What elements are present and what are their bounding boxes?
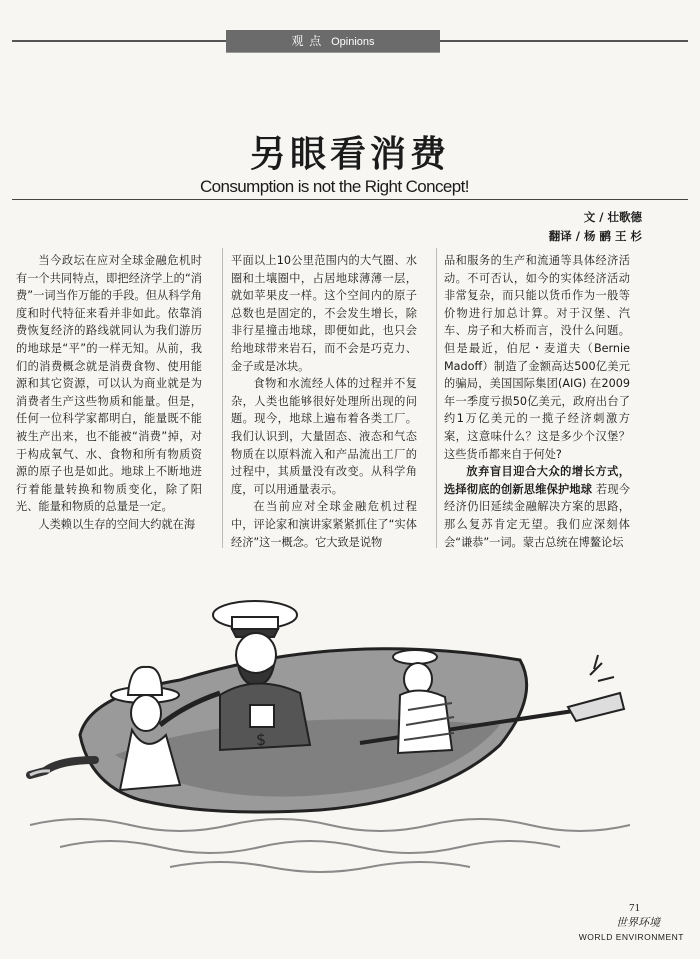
svg-text:$: $ — [256, 730, 267, 749]
title-rule — [12, 199, 688, 200]
col3-paragraph-1: 品和服务的生产和流通等具体经济活动。不可否认，如今的实体经济活动非常复杂，而只能以货币作为一般等价物进行加总计算。对于汉堡、汽车、房子和大桥而言，没什么问题。但是最近，伯尼・麦道夫（Bernie Madoff）制造了金额高达500亿美元的骗局，美国国际集团(AIG) 在2009年一季度亏损50亿美元，政府出台了约1万亿美元的一揽子经济刺激方案，这意味什么？这是多少个汉堡？这些货币都来自于何处? — [444, 254, 630, 461]
column-2 — [231, 252, 417, 551]
col2-paragraph-1: 平面以上10公里范围内的大气圈、水圈和土壤圈中，占居地球薄薄一层，就如苹果皮一样。这个空间内的原子总数也是固定的，不会发生增长，除非行星撞击地球，即便如此，也只会给地球带来岩石，而不会是巧克力、金子或是冰块。 — [231, 254, 417, 373]
section-label-cn: 观 点 — [291, 34, 323, 48]
col2-paragraph-2: 食物和水流经人体的过程并不复杂，人类也能够很好处理所出现的问题。现今，地球上遍布着各类工厂。我们认识到，大量固态、液态和气态物质在以原料流入和产品流出工厂的过程中，其质量没有改变。从科学角度，可以用通量表示。 — [231, 377, 417, 496]
byline — [549, 208, 642, 246]
column-1 — [16, 252, 202, 534]
magazine-logo-cn: 世界环境 — [616, 916, 660, 929]
author-line: 文 / 壮歌德 — [583, 210, 642, 224]
col3-paragraph-2-rest: 若现今经济仍旧延续金融解决方案的思路，那么复苏肯定无望。我们应深刻体会“谦恭”一词。蒙古总统在博鳌论坛 — [444, 482, 630, 549]
water-waves — [30, 819, 630, 872]
section-tab — [226, 30, 440, 52]
magazine-logo-en: WORLD ENVIRONMENT — [578, 932, 684, 942]
col2-paragraph-3: 在当前应对全球金融危机过程中，评论家和演讲家紧紧抓住了“实体经济”这一概念。它大致是说物 — [231, 500, 417, 549]
column-divider — [436, 248, 437, 548]
col1-paragraph-2: 人类赖以生存的空间大约就在海 — [38, 517, 196, 531]
article-title: 另眼看消费 — [249, 134, 450, 175]
section-underline — [226, 52, 440, 53]
column-divider — [222, 248, 223, 548]
translator-line: 翻译 / 杨 鹂 王 杉 — [548, 229, 642, 243]
column-3 — [444, 252, 630, 551]
section-label-en: Opinions — [331, 36, 375, 48]
col1-paragraph-1: 当今政坛在应对全球金融危机时有一个共同特点，即把经济学上的“消费”一词当作万能的手段。但从科学角度和时代特征来看并非如此。依靠消费恢复经济的路线就同认为我们游历的地球是“平”的一样无知。从前，我们的消费概念就是消费食物、使用能源和其它资源，可以认为商业就是为消费者生产这些物质和能量。但是，任何一位科学家都明白，能量既不能被生产出来，也不能被“消费”掉，对于构成氧气、水、食物和所有物质资源的原子也是如此。地球上不断地进行着能量转换和物质变化，除了阳光、能量和物质的总量是一定。 — [16, 254, 202, 514]
col3-highlight: 放弃盲目迎合大众的增长方式，选择彻底的创新思维保护地球 — [444, 465, 630, 496]
col3-paragraph-2 — [444, 463, 630, 551]
page-number: 71 — [629, 902, 640, 914]
article-subtitle: Consumption is not the Right Concept! — [200, 177, 469, 196]
splash-lines — [590, 655, 614, 681]
boat-cartoon-illustration — [20, 585, 680, 885]
